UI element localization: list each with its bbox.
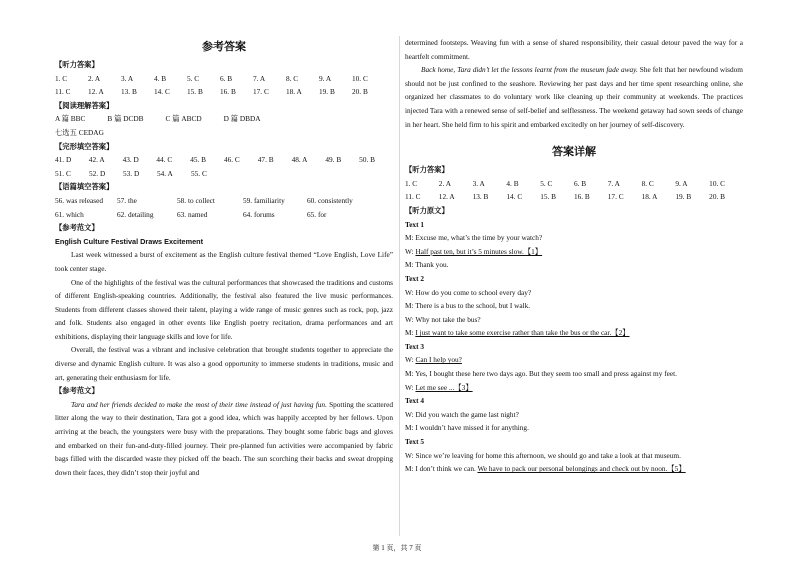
answer-item: 20. B [709, 192, 725, 202]
answer-item: 10. C [709, 178, 725, 188]
answer-item: 8. C [286, 73, 299, 83]
answer-item: 4. B [506, 178, 519, 188]
answer-item: 6. B [573, 178, 587, 188]
answer-item: 62. detailing [117, 209, 154, 219]
page-footer: 第 1 页，共 7 页 [372, 544, 422, 552]
answer-item: 2. A [438, 178, 451, 188]
answer-item: 12. A [438, 192, 455, 202]
continuation-paragraph-1 [55, 398, 393, 480]
continuation-paragraph-1-end: determined footsteps. Weaving fun with a sense of shared responsibility, their casual detour paved the way for a heartfelt commitment. [405, 38, 743, 61]
cloze-answers-row-1 [55, 153, 393, 167]
answer-item: 63. named [177, 209, 208, 219]
listening-answers-row-1 [55, 72, 393, 86]
continuation-paragraph-2-opening: Back home, Tara didn’t let the lessons learnt from the museum fade away. [421, 65, 638, 75]
cloze-answers-header: 【完形填空答案】 [55, 141, 114, 151]
continuation-paragraph-2 [405, 63, 743, 131]
answer-item: 20. B [352, 87, 368, 97]
text-2-line-2: M: There is a bus to the school, but I walk. [405, 301, 531, 311]
answer-item: 51. C [55, 168, 71, 178]
answer-item: 64. forums [243, 209, 275, 219]
answer-item: 47. B [257, 155, 274, 165]
text-2-line-3: W: Why not take the bus? [405, 314, 481, 324]
answer-item: 4. B [154, 73, 167, 83]
grammar-fill-answers-row-1 [55, 194, 393, 208]
answer-item: 16. B [220, 87, 236, 97]
grammar-fill-answers-row-2 [55, 208, 393, 222]
reading-answers-row [55, 112, 393, 126]
speaker-prefix: W: [405, 246, 416, 256]
answer-item: 44. C [156, 155, 173, 165]
answer-item: 14. C [154, 87, 170, 97]
answer-item: 7. A [607, 178, 620, 188]
answer-item: B 篇 DCDB [107, 114, 144, 124]
answer-item: 18. A [286, 87, 302, 97]
answer-explanations-title: 答案详解 [552, 146, 596, 159]
answer-item: 16. B [573, 192, 590, 202]
answer-item: 3. A [121, 73, 134, 83]
seven-choose-five-answers: 七选五 CEDAG [55, 127, 104, 137]
answer-item: 11. C [405, 192, 421, 202]
answer-item: 13. B [472, 192, 489, 202]
answer-item: 59. familiarity [243, 195, 285, 205]
answer-item: 8. C [641, 178, 654, 188]
answer-item: 19. B [319, 87, 335, 97]
answer-item: 7. A [253, 73, 266, 83]
speaker-prefix: M: I don’t think we can. [405, 464, 478, 474]
continuation-paragraph-2-text: She felt that her newfound wisdom should not be just confined to the seashore. Reviewing her past days and her time spent researching online, she organized her classmates to do voluntary work like cleaning up their community at weekends. The practices injected Tara with a renewed sense of self-belief and selflessness. The weekend getaway had sown seeds of change in her heart. She held firm to his spirit and embarked excitedly on her journey of self-discovery. [405, 65, 743, 129]
answer-item: 50. B [359, 155, 375, 165]
column-divider [399, 36, 400, 536]
text-1-label: Text 1 [405, 219, 424, 229]
listening-answers-row-1-2 [405, 177, 743, 191]
continuation-opening-sentence: Tara and her friends decided to make the most of their time instead of just having fun. [71, 399, 327, 409]
text-1-line-2 [405, 245, 743, 259]
answer-item: A 篇 BBC [55, 114, 86, 124]
answer-item: 5. C [540, 178, 553, 188]
answer-item: 1. C [405, 178, 418, 188]
underlined-phrase-3a: Can I help you? [415, 355, 462, 365]
speaker-prefix: W: [405, 382, 416, 392]
speaker-prefix: W: [405, 355, 416, 365]
answer-item: 9. A [675, 178, 688, 188]
answer-item: 1. C [55, 73, 68, 83]
answer-item: 15. B [540, 192, 556, 202]
answer-item: D 篇 DBDA [223, 114, 261, 124]
essay-title: English Culture Festival Draws Excitement [55, 236, 204, 246]
text-4-line-1: W: Did you watch the game last night? [405, 409, 519, 419]
listening-answers-row-2 [55, 85, 393, 99]
right-column [405, 36, 743, 476]
answer-item: 13. B [121, 87, 137, 97]
answer-item: 19. B [675, 192, 692, 202]
text-2-label: Text 2 [405, 273, 424, 283]
listening-transcript-header: 【听力原文】 [405, 205, 449, 215]
answer-item: 60. consistently [307, 195, 353, 205]
sample-essay-header-2: 【参考范文】 [55, 386, 99, 396]
answer-item: 18. A [641, 192, 658, 202]
text-3-line-2: M: Yes, I bought these here two days ago. But they seem too small and press against my feet. [405, 369, 677, 379]
underlined-answer-5: We have to pack our personal belongings and check out by noon.【5】 [477, 464, 686, 474]
answer-item: 2. A [88, 73, 101, 83]
answer-item: 14. C [506, 192, 523, 202]
answer-item: 55. C [191, 168, 207, 178]
continuation-paragraph-1-text: Spotting the scattered litter along the way to their destination, Tara got a good idea, which was happily accepted by her fellows. Upon arriving at the beach, the youngsters were busy with the preparations. They bought some fabric bags and gloves and embarked on their fun-and-duty-filled journey. Their pre-planned fun activities were accompanied by fabric bags filled with the discarded waste they picked off the beach. The sun scorching their backs and sweat dropping down their faces, they didn’t stop their joyful and [55, 399, 393, 477]
answer-item: 42. A [88, 155, 105, 165]
answer-item: 9. A [319, 73, 332, 83]
answer-item: 53. D [123, 168, 140, 178]
underlined-answer-3: Let me see ...【3】 [415, 382, 473, 392]
answer-item: 11. C [55, 87, 71, 97]
answer-item: 15. B [187, 87, 203, 97]
underlined-answer-1: Half past ten, but it’s 5 minutes slow.【1】 [415, 246, 543, 256]
answer-item: 48. A [291, 155, 308, 165]
listening-answers-header: 【听力答案】 [55, 60, 99, 69]
answer-item: 65. for [307, 209, 327, 219]
answer-item: 10. C [352, 73, 368, 83]
answer-item: 5. C [187, 73, 200, 83]
answers-title: 参考答案 [202, 41, 246, 53]
essay-paragraph-1: Last week witnessed a burst of excitement as the English culture festival themed “Love English, Love Life” took center stage. [55, 250, 393, 273]
text-3-line-1 [405, 353, 743, 367]
left-column [55, 36, 393, 479]
answer-item: 58. to collect [177, 195, 215, 205]
answer-item: 54. A [157, 168, 173, 178]
essay-paragraph-3: Overall, the festival was a vibrant and inclusive celebration that brought students together to appreciate the diverse and dynamic English culture. It was also a good opportunity to immerse students in traditions, music and art, generating their enthusiasm for life. [55, 345, 393, 382]
listening-answers-row-2-2 [405, 190, 743, 204]
answer-item: 45. B [190, 155, 206, 165]
text-4-line-2: M: I wouldn’t have missed it for anything. [405, 423, 529, 433]
answer-item: 17. C [607, 192, 624, 202]
text-1-line-1: M: Excuse me, what’s the time by your watch? [405, 233, 543, 243]
reading-answers-header: 【阅读理解答案】 [55, 100, 114, 110]
text-2-line-1: W: How do you come to school every day? [405, 287, 532, 297]
answer-item: 49. B [325, 155, 342, 165]
answer-item: 3. A [472, 178, 485, 188]
cloze-answers-row-2 [55, 167, 393, 181]
answer-item: 46. C [223, 155, 240, 165]
answer-item: 17. C [253, 87, 269, 97]
answer-item: 61. which [55, 209, 84, 219]
underlined-answer-2: I just want to take some exercise rather than take the bus or the car.【2】 [415, 328, 630, 338]
text-4-label: Text 4 [405, 396, 424, 406]
answer-item: 41. D [55, 155, 72, 165]
answer-item: 43. D [122, 155, 139, 165]
text-5-line-2 [405, 462, 743, 476]
text-2-line-4 [405, 326, 743, 340]
essay-paragraph-2: One of the highlights of the festival was the cultural performances that showcased the traditions and customs of different English-speaking countries. Additionally, the festival also featured the live music performances. Students from different classes showed their talent, playing a wide range of music genres such as rock, pop, jazz and folk. Students also engaged in other events like English poetry recitation, drama performances and art exhibitions, displaying their language skills and love for life. [55, 277, 393, 341]
text-5-line-1: W: Since we’re leaving for home this afternoon, we should go and take a look at that museum. [405, 450, 681, 460]
answer-item: C 篇 ABCD [165, 114, 202, 124]
listening-answers-header-2: 【听力答案】 [405, 165, 449, 175]
grammar-fill-answers-header: 【语篇填空答案】 [55, 182, 114, 192]
answer-item: 57. the [117, 195, 137, 205]
text-3-line-3 [405, 381, 743, 395]
answer-item: 56. was released [55, 195, 104, 205]
answer-item: 6. B [220, 73, 233, 83]
answer-item: 12. A [88, 87, 104, 97]
speaker-prefix: M: [405, 328, 416, 338]
text-1-line-3: M: Thank you. [405, 260, 449, 270]
answer-item: 52. D [89, 168, 106, 178]
text-5-label: Text 5 [405, 437, 424, 447]
sample-essay-header-1: 【参考范文】 [55, 223, 99, 233]
text-3-label: Text 3 [405, 341, 424, 351]
